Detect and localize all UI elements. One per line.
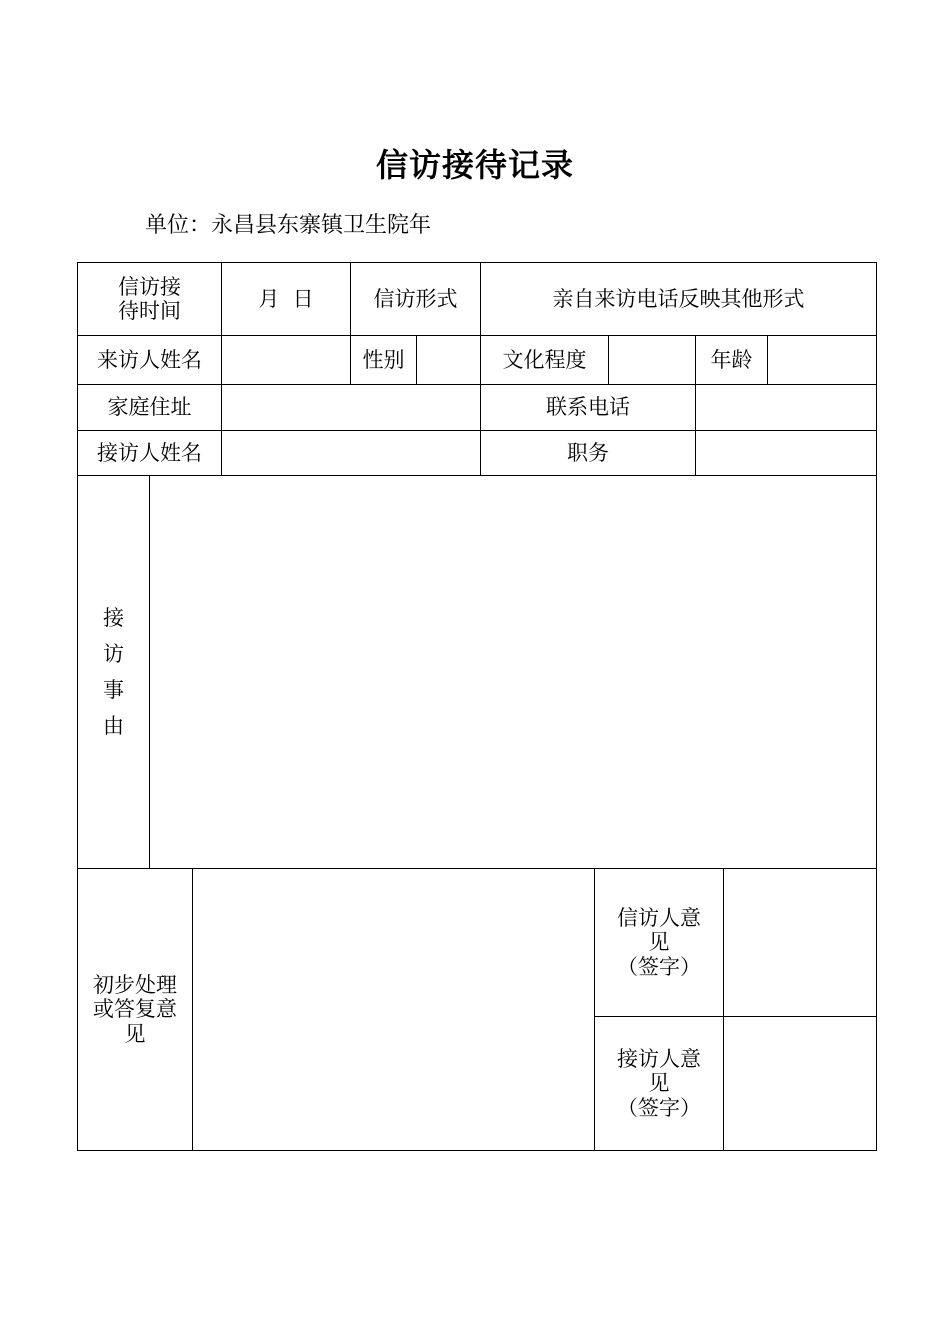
reception-time-label: 信访接 待时间: [118, 274, 181, 323]
month-day-field[interactable]: 月 日: [258, 286, 314, 311]
table-border-right: [876, 262, 877, 1151]
receiver-name-label: 接访人姓名: [97, 440, 202, 465]
petitioner-opinion-field[interactable]: [724, 869, 876, 1016]
phone-label: 联系电话: [546, 395, 630, 420]
gender-label: 性别: [362, 347, 405, 372]
phone-field[interactable]: [696, 385, 876, 430]
petition-form-options[interactable]: 亲自来访电话反映其他形式: [552, 286, 805, 311]
preliminary-field[interactable]: [193, 869, 594, 1150]
age-label: 年龄: [710, 347, 753, 372]
receiver-opinion-field[interactable]: [724, 1017, 876, 1150]
table-border-bottom: [77, 1150, 877, 1151]
reason-field[interactable]: [150, 476, 876, 868]
gender-field[interactable]: [417, 336, 480, 384]
age-field[interactable]: [768, 336, 876, 384]
petition-form-label: 信访形式: [373, 286, 458, 311]
receiver-opinion-label: 接访人意 见 （签字）: [617, 1047, 701, 1120]
preliminary-label: 初步处理 或答复意 见: [93, 973, 177, 1046]
reason-label-char: 事: [103, 678, 124, 702]
education-field[interactable]: [609, 336, 695, 384]
visitor-name-field[interactable]: [222, 336, 350, 384]
petitioner-opinion-label: 信访人意 见 （签字）: [617, 906, 701, 979]
visitor-name-label: 来访人姓名: [97, 347, 202, 372]
reason-label: [78, 476, 149, 868]
reason-label-char: 访: [103, 642, 124, 666]
position-label: 职务: [567, 440, 609, 465]
reason-label-char: 接: [103, 606, 124, 630]
reason-label-char: 由: [103, 714, 124, 738]
receiver-name-field[interactable]: [222, 431, 480, 475]
address-label: 家庭住址: [107, 395, 192, 420]
page-title: 信访接待记录: [375, 146, 574, 184]
position-field[interactable]: [696, 431, 876, 475]
unit-line: 单位：永昌县东寨镇卫生院年: [145, 213, 432, 238]
education-label: 文化程度: [502, 347, 587, 372]
address-field[interactable]: [222, 385, 480, 430]
